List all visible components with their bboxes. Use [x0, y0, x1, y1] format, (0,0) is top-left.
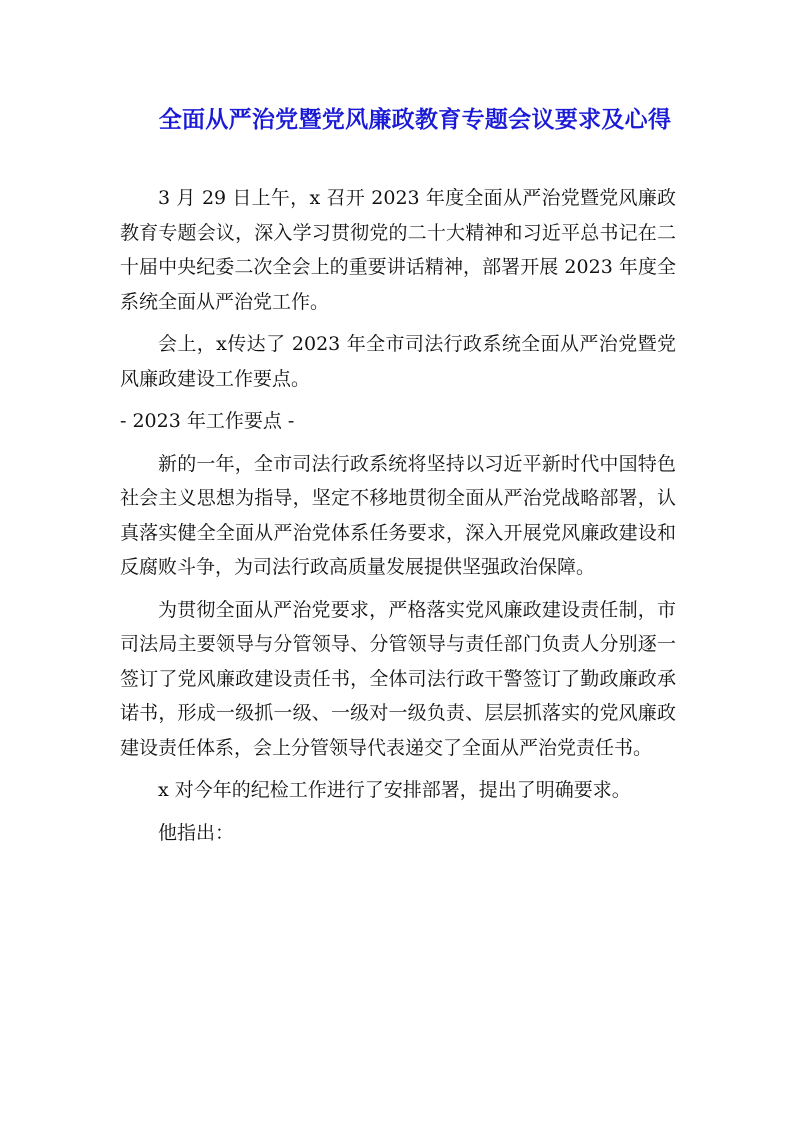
paragraph-responsibility: 为贯彻全面从严治党要求，严格落实党风廉政建设责任制，市司法局主要领导与分管领导、分管领导与责任部门负责人分别逐一签订了党风廉政建设责任书，全体司法行政干警签订了勤政廉政承诺书，形成一级抓一级、一级对一级负责、层层抓落实的党风廉政建设责任体系，会上分管领导代表递交了全面从严治党责任书。: [120, 598, 676, 759]
paragraph-conveyed-points: 会上，x传达了 2023 年全市司法行政系统全面从严治党暨党风廉政建设工作要点。: [120, 333, 676, 390]
paragraph-new-year: 新的一年，全市司法行政系统将坚持以习近平新时代中国特色社会主义思想为指导，坚定不移地贯彻全面从严治党战略部署，认真落实健全全面从严治党体系任务要求，深入开展党风廉政建设和反腐败斗争，为司法行政高质量发展提供坚强政治保障。: [120, 452, 676, 578]
paragraph-meeting-intro: 3 月 29 日上午，x 召开 2023 年度全面从严治党暨党风廉政教育专题会议，深入学习贯彻党的二十大精神和习近平总书记在二十届中央纪委二次全会上的重要讲话精神，部署开展 2023 年度全系统全面从严治党工作。: [120, 187, 676, 313]
document-title: 全面从严治党暨党风廉政教育专题会议要求及心得: [158, 107, 672, 133]
paragraph-he-pointed-out: 他指出：: [158, 821, 235, 844]
section-heading-work-points: - 2023 年工作要点 -: [120, 410, 295, 432]
document-body: [120, 181, 676, 858]
paragraph-discipline-work: x 对今年的纪检工作进行了安排部署，提出了明确要求。: [158, 779, 631, 801]
